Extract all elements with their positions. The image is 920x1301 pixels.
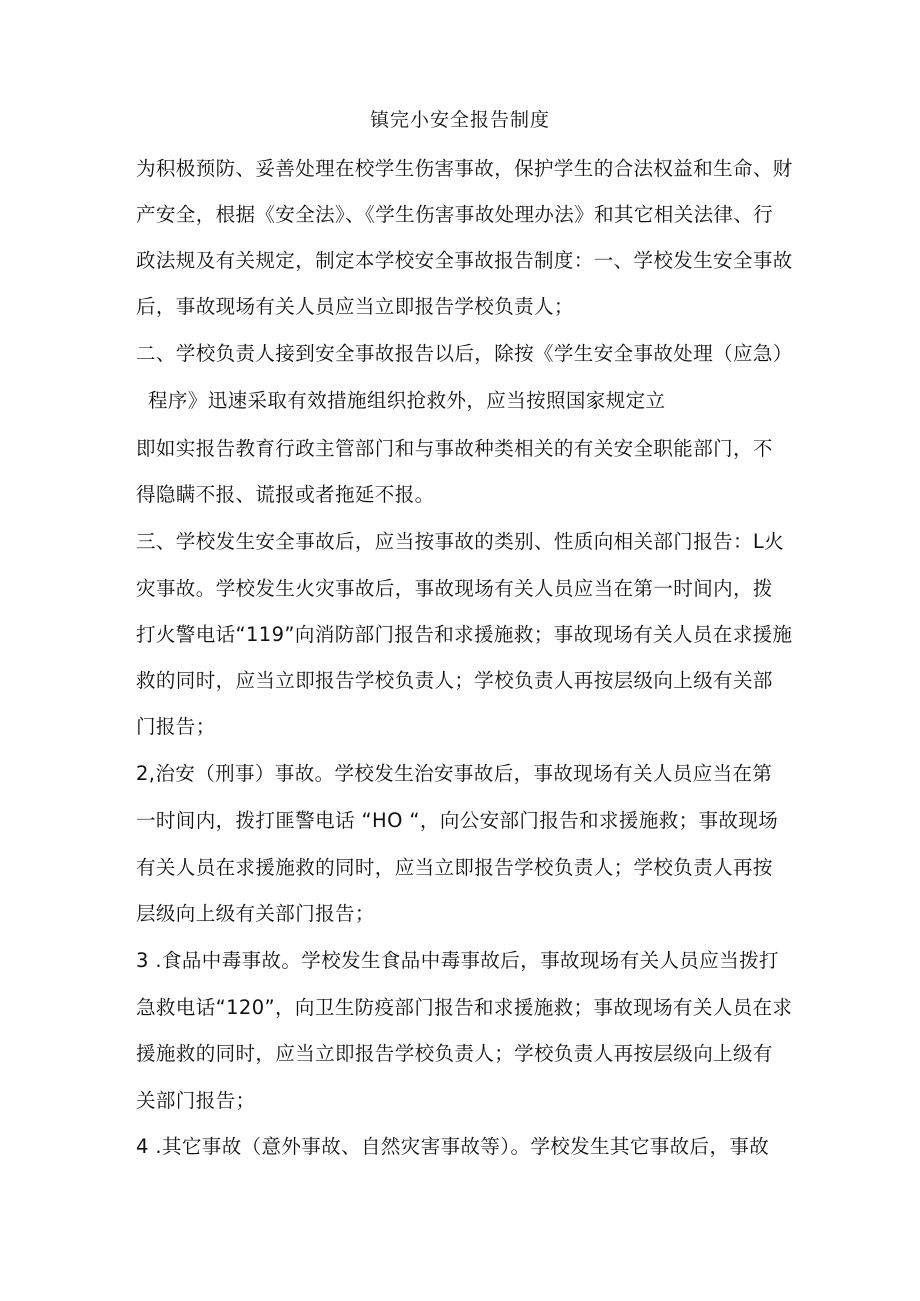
paragraph-line: 二、学校负责人接到安全事故报告以后，除按《学生安全事故处理（应急） — [136, 342, 793, 365]
paragraph-line: 三、学校发生安全事故后，应当按事故的类别、性质向相关部门报告：L火 — [136, 530, 785, 553]
paragraph-line: 2,治安（刑事）事故。学校发生治安事故后，事故现场有关人员应当在第 — [136, 762, 773, 785]
paragraph-line: 救的同时，应当立即报告学校负责人；学校负责人再按层级向上级有关部 — [136, 669, 773, 692]
paragraph-line: 有关人员在求援施救的同时，应当立即报告学校负责人；学校负责人再按 — [136, 856, 773, 879]
paragraph-line: 政法规及有关规定，制定本学校安全事故报告制度：一、学校发生安全事故 — [136, 249, 793, 272]
paragraph-line: 后，事故现场有关人员应当立即报告学校负责人； — [136, 295, 574, 318]
paragraph-line: 急救电话“120”，向卫生防疫部门报告和求援施救；事故现场有关人员在求 — [136, 996, 793, 1019]
paragraph-line: 灾事故。学校发生火灾事故后，事故现场有关人员应当在第一时间内，拨 — [136, 577, 773, 600]
paragraph-line: 打火警电话“119”向消防部门报告和求援施救；事故现场有关人员在求援施 — [136, 623, 793, 646]
paragraph-line: 关部门报告； — [136, 1089, 256, 1112]
paragraph-line: 3 .食品中毒事故。学校发生食品中毒事故后，事故现场有关人员应当拨打 — [136, 949, 779, 972]
paragraph-line: 得隐瞒不报、谎报或者拖延不报。 — [136, 483, 435, 506]
paragraph-line: 援施救的同时，应当立即报告学校负责人；学校负责人再按层级向上级有 — [136, 1042, 773, 1065]
document-title: 镇完小安全报告制度 — [369, 109, 550, 131]
paragraph-line: 门报告； — [136, 715, 216, 738]
paragraph-line: 程序》迅速采取有效措施组织抢救外，应当按照国家规定立 — [148, 389, 666, 412]
paragraph-line: 即如实报告教育行政主管部门和与事故种类相关的有关安全职能部门，不 — [136, 437, 773, 460]
paragraph-line: 一时间内，拨打匪警电话 “HO “，向公安部门报告和求援施救；事故现场 — [136, 809, 779, 832]
paragraph-line: 4 .其它事故（意外事故、自然灾害事故等）。学校发生其它事故后，事故 — [136, 1135, 770, 1158]
paragraph-line: 层级向上级有关部门报告； — [136, 902, 375, 925]
paragraph-line: 产安全，根据《安全法》、《学生伤害事故处理办法》和其它相关法律、行 — [136, 203, 774, 226]
paragraph-line: 为积极预防、妥善处理在校学生伤害事故，保护学生的合法权益和生命、财 — [136, 157, 793, 180]
